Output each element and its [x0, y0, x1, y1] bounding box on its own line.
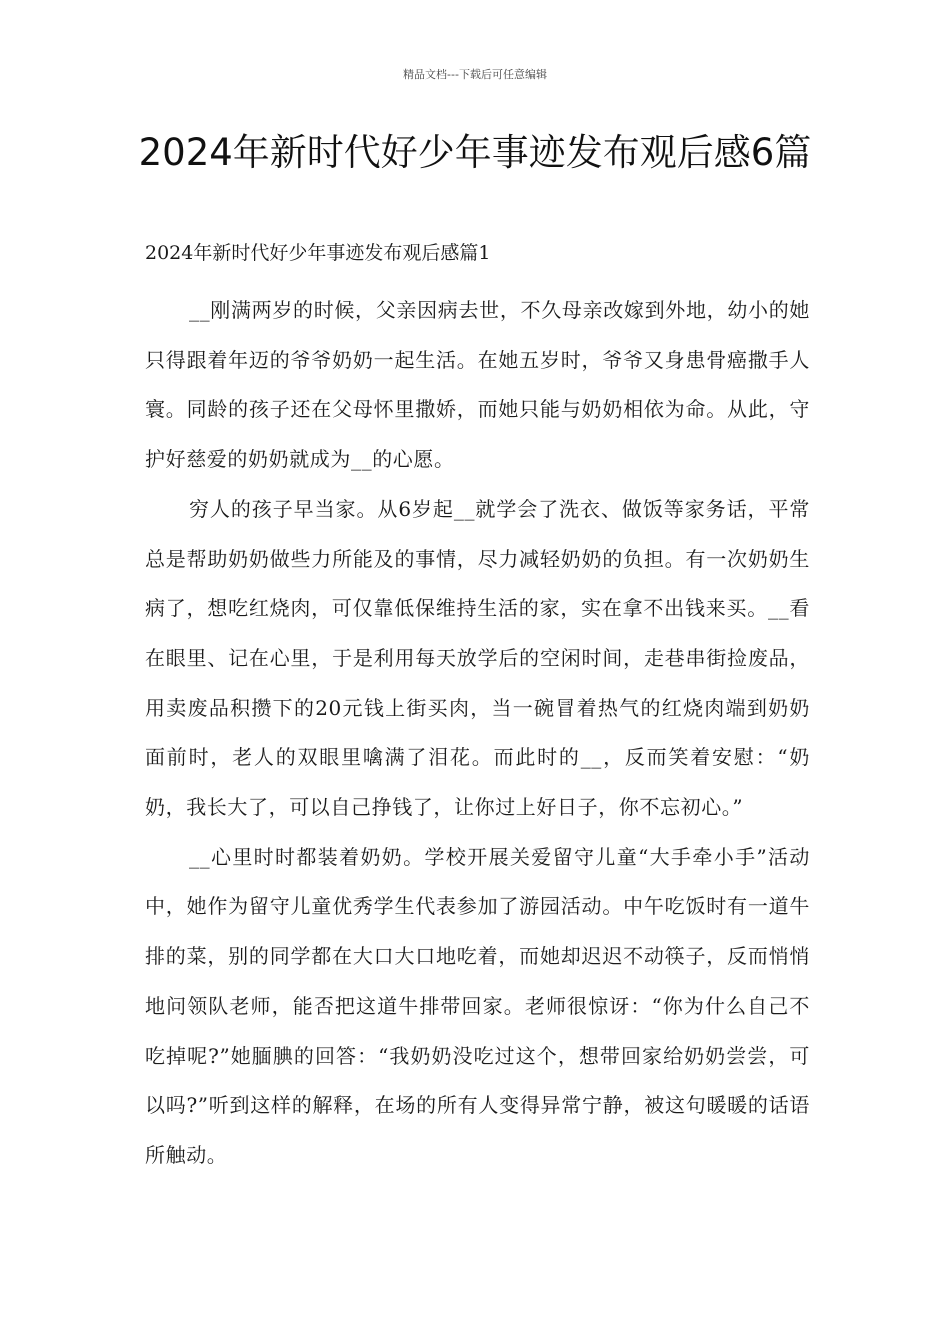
header-note: 精品文档---下载后可任意编辑	[403, 68, 547, 81]
paragraph-1: __刚满两岁的时候，父亲因病去世，不久母亲改嫁到外地，幼小的她只得跟着年迈的爷爷奶奶一起生活。在她五岁时，爷爷又身患骨癌撒手人寰。同龄的孩子还在父母怀里撒娇，而她只能与奶奶相依为命。从此，守护好慈爱的奶奶就成为__的心愿。	[145, 298, 810, 472]
paragraph-3: __心里时时都装着奶奶。学校开展关爱留守儿童“大手牵小手”活动中，她作为留守儿童优秀学生代表参加了游园活动。中午吃饭时有一道牛排的菜，别的同学都在大口大口地吃着，而她却迟迟不动筷子，反而悄悄地问领队老师，能否把这道牛排带回家。老师很惊讶：“你为什么自己不吃掉呢?”她腼腆的回答：“我奶奶没吃过这个，想带回家给奶奶尝尝，可以吗?”听到这样的解释，在场的所有人变得异常宁静，被这句暖暖的话语所触动。	[145, 844, 810, 1167]
document-title: 2024年新时代好少年事迹发布观后感6篇	[138, 131, 812, 174]
section-heading: 2024年新时代好少年事迹发布观后感篇1	[145, 242, 491, 264]
document-body	[145, 286, 810, 1181]
paragraph-2: 穷人的孩子早当家。从6岁起__就学会了洗衣、做饭等家务话，平常总是帮助奶奶做些力所能及的事情，尽力减轻奶奶的负担。有一次奶奶生病了，想吃红烧肉，可仅靠低保维持生活的家，实在拿不出钱来买。__看在眼里、记在心里，于是利用每天放学后的空闲时间，走巷串街捡废品，用卖废品积攒下的20元钱上街买肉，当一碗冒着热气的红烧肉端到奶奶面前时，老人的双眼里噙满了泪花。而此时的__，反而笑着安慰：“奶奶，我长大了，可以自己挣钱了，让你过上好日子，你不忘初心。”	[145, 496, 810, 820]
